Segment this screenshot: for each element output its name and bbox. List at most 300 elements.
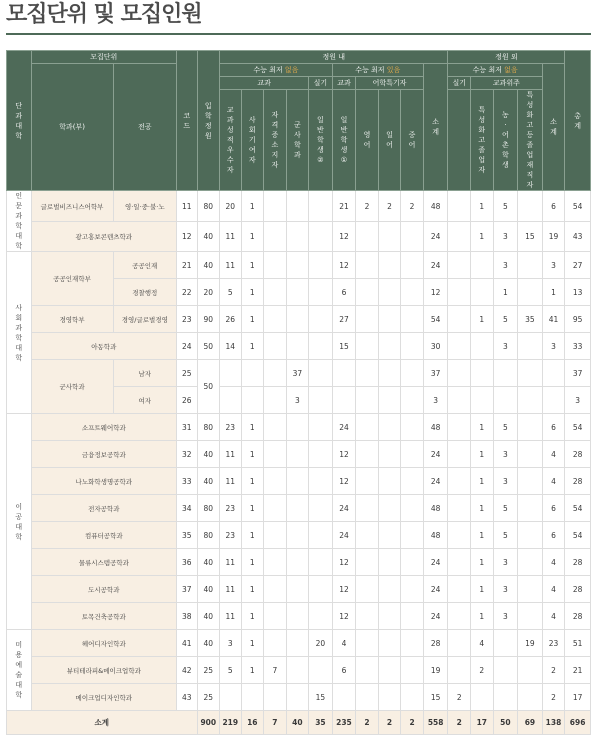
value-cell: 1 [241, 279, 264, 306]
value-cell [264, 603, 287, 630]
admission-cell: 40 [197, 441, 220, 468]
value-cell [220, 387, 242, 414]
value-cell [309, 549, 333, 576]
value-cell [448, 222, 471, 252]
value-cell: 24 [423, 549, 448, 576]
value-cell: 2 [401, 191, 424, 222]
value-cell [401, 684, 424, 711]
value-cell [309, 222, 333, 252]
value-cell: 12 [332, 441, 356, 468]
value-cell [309, 468, 333, 495]
value-cell [356, 468, 379, 495]
header-c-excellent: 교과성적우수자 [220, 90, 242, 191]
college-cell [7, 252, 32, 414]
college-cell [7, 414, 32, 630]
page-title: 모집단위 및 모집인원 [6, 2, 202, 27]
value-cell: 4 [332, 630, 356, 657]
admission-cell: 80 [197, 191, 220, 222]
title-underline [6, 33, 591, 35]
value-cell: 4 [542, 468, 565, 495]
value-cell: 5 [220, 279, 242, 306]
header-min-yes: 수능 최저 있음 [332, 64, 423, 77]
value-cell [448, 522, 471, 549]
value-cell [286, 684, 309, 711]
header-subject: 교과 [220, 77, 309, 90]
admission-cell: 40 [197, 549, 220, 576]
value-cell [448, 333, 471, 360]
table-row [7, 630, 591, 657]
admission-cell: 50 [197, 333, 220, 360]
value-cell [378, 333, 401, 360]
admission-cell: 80 [197, 495, 220, 522]
code-cell: 25 [177, 360, 197, 387]
dept-cell: 헤어디자인학과 [31, 630, 176, 657]
table-row [7, 360, 591, 387]
value-cell [309, 252, 333, 279]
value-cell: 20 [220, 191, 242, 222]
header-min-none-out: 수능 최저 없음 [448, 64, 542, 77]
totals-value: 696 [565, 711, 591, 735]
table-row [7, 684, 591, 711]
value-cell: 1 [241, 222, 264, 252]
value-cell: 24 [423, 603, 448, 630]
value-cell: 1 [241, 522, 264, 549]
value-cell [356, 360, 379, 387]
value-cell [518, 191, 543, 222]
table-row [7, 576, 591, 603]
code-cell: 26 [177, 387, 197, 414]
value-cell [286, 333, 309, 360]
value-cell: 12 [332, 576, 356, 603]
code-cell: 24 [177, 333, 197, 360]
value-cell [378, 495, 401, 522]
header-c-military: 군사학과 [286, 90, 309, 191]
value-cell [378, 441, 401, 468]
value-cell [542, 360, 565, 387]
major-cell: 경찰행정 [113, 279, 177, 306]
code-cell: 23 [177, 306, 197, 333]
header-p-general2: 일반학생② [309, 90, 333, 191]
value-cell [309, 441, 333, 468]
value-cell [471, 387, 494, 414]
admission-cell: 20 [197, 279, 220, 306]
table-row [7, 549, 591, 576]
value-cell [401, 279, 424, 306]
value-cell: 6 [332, 657, 356, 684]
value-cell: 12 [332, 603, 356, 630]
major-cell: 공공인재 [113, 252, 177, 279]
value-cell: 37 [423, 360, 448, 387]
code-cell: 41 [177, 630, 197, 657]
value-cell: 7 [264, 657, 287, 684]
value-cell: 28 [565, 576, 591, 603]
college-label: 이공대학 [15, 502, 23, 541]
value-cell: 1 [471, 468, 494, 495]
value-cell: 1 [241, 468, 264, 495]
admission-cell: 80 [197, 522, 220, 549]
college-label: 미용예술대학 [15, 641, 23, 699]
value-cell: 11 [220, 252, 242, 279]
value-cell: 3 [493, 468, 518, 495]
value-cell [378, 630, 401, 657]
dept-cell: 금융정보공학과 [31, 441, 176, 468]
header-o-special: 특성화고졸업자 [471, 90, 494, 191]
admission-cell: 50 [197, 360, 220, 414]
value-cell [518, 522, 543, 549]
value-cell [378, 387, 401, 414]
value-cell [493, 387, 518, 414]
value-cell [401, 414, 424, 441]
value-cell [401, 549, 424, 576]
value-cell: 24 [332, 495, 356, 522]
value-cell [378, 684, 401, 711]
value-cell [378, 252, 401, 279]
value-cell: 23 [542, 630, 565, 657]
header-s-general1: 일반학생① [332, 90, 356, 191]
admission-cell: 25 [197, 657, 220, 684]
code-cell: 34 [177, 495, 197, 522]
value-cell [518, 576, 543, 603]
value-cell [356, 387, 379, 414]
code-cell: 31 [177, 414, 197, 441]
value-cell: 4 [542, 576, 565, 603]
dept-cell: 소프트웨어학과 [31, 414, 176, 441]
value-cell [448, 306, 471, 333]
value-cell [286, 630, 309, 657]
value-cell: 2 [378, 191, 401, 222]
value-cell: 14 [220, 333, 242, 360]
header-subject-out: 교과위주 [471, 77, 543, 90]
value-cell: 20 [309, 630, 333, 657]
dept-cell: 뷰티테라피&메이크업학과 [31, 657, 176, 684]
value-cell [264, 279, 287, 306]
code-cell: 38 [177, 603, 197, 630]
table-row [7, 333, 591, 360]
major-cell: 영·일·중·불·노 [113, 191, 177, 222]
header-min-none: 수능 최저 없음 [220, 64, 333, 77]
totals-value: 558 [423, 711, 448, 735]
value-cell: 28 [565, 603, 591, 630]
totals-value: 2 [448, 711, 471, 735]
value-cell [493, 360, 518, 387]
table-row [7, 468, 591, 495]
value-cell: 37 [286, 360, 309, 387]
value-cell: 1 [471, 414, 494, 441]
value-cell [378, 603, 401, 630]
value-cell [286, 252, 309, 279]
table-body [7, 191, 591, 735]
value-cell: 27 [565, 252, 591, 279]
value-cell: 1 [471, 576, 494, 603]
value-cell: 30 [423, 333, 448, 360]
value-cell [356, 603, 379, 630]
value-cell [286, 191, 309, 222]
value-cell [264, 576, 287, 603]
major-cell: 여자 [113, 387, 177, 414]
value-cell: 11 [220, 468, 242, 495]
value-cell [378, 549, 401, 576]
value-cell [401, 576, 424, 603]
value-cell: 15 [309, 684, 333, 711]
code-cell: 43 [177, 684, 197, 711]
value-cell: 4 [542, 603, 565, 630]
value-cell: 54 [423, 306, 448, 333]
table-row [7, 495, 591, 522]
value-cell [401, 495, 424, 522]
value-cell: 1 [471, 222, 494, 252]
value-cell: 1 [241, 306, 264, 333]
value-cell: 41 [542, 306, 565, 333]
value-cell: 1 [471, 441, 494, 468]
code-cell: 21 [177, 252, 197, 279]
value-cell [309, 576, 333, 603]
value-cell [518, 495, 543, 522]
header-l-ja: 일어 [378, 90, 401, 191]
value-cell: 1 [471, 191, 494, 222]
totals-value: 40 [286, 711, 309, 735]
value-cell [448, 191, 471, 222]
totals-value: 2 [378, 711, 401, 735]
code-cell: 35 [177, 522, 197, 549]
value-cell: 12 [332, 222, 356, 252]
value-cell: 48 [423, 414, 448, 441]
header-practical: 실기 [309, 77, 333, 90]
header-within: 정원 내 [220, 51, 448, 64]
value-cell [309, 495, 333, 522]
table-row [7, 603, 591, 630]
value-cell [356, 549, 379, 576]
header-c-cert: 자격증소지자 [264, 90, 287, 191]
value-cell [448, 441, 471, 468]
admission-cell: 40 [197, 630, 220, 657]
value-cell: 3 [542, 333, 565, 360]
value-cell [448, 252, 471, 279]
totals-value: 69 [518, 711, 543, 735]
value-cell: 3 [286, 387, 309, 414]
value-cell: 4 [542, 549, 565, 576]
value-cell [448, 603, 471, 630]
value-cell: 24 [423, 222, 448, 252]
value-cell: 43 [565, 222, 591, 252]
value-cell [286, 441, 309, 468]
value-cell: 1 [241, 549, 264, 576]
value-cell: 33 [565, 333, 591, 360]
value-cell: 19 [423, 657, 448, 684]
value-cell [378, 468, 401, 495]
value-cell [241, 387, 264, 414]
value-cell [286, 279, 309, 306]
value-cell [542, 387, 565, 414]
value-cell: 15 [332, 333, 356, 360]
value-cell: 1 [493, 279, 518, 306]
value-cell: 11 [220, 576, 242, 603]
value-cell [332, 387, 356, 414]
value-cell [309, 387, 333, 414]
value-cell [378, 576, 401, 603]
table-row [7, 414, 591, 441]
college-label: 사회과학대학 [15, 303, 23, 362]
value-cell [286, 414, 309, 441]
value-cell: 1 [241, 414, 264, 441]
header-c-social: 사회기여자 [241, 90, 264, 191]
value-cell [286, 603, 309, 630]
value-cell [378, 222, 401, 252]
value-cell [401, 333, 424, 360]
value-cell [309, 306, 333, 333]
value-cell [332, 684, 356, 711]
totals-value: 2 [356, 711, 379, 735]
header-major: 전공 [113, 64, 177, 191]
value-cell: 95 [565, 306, 591, 333]
value-cell: 5 [493, 495, 518, 522]
value-cell: 2 [471, 657, 494, 684]
value-cell: 6 [542, 522, 565, 549]
value-cell [356, 657, 379, 684]
value-cell [356, 333, 379, 360]
value-cell [401, 522, 424, 549]
dept-cell: 도시공학과 [31, 576, 176, 603]
header-lang: 어학특기자 [356, 77, 424, 90]
admission-cell: 40 [197, 468, 220, 495]
admission-cell: 90 [197, 306, 220, 333]
value-cell: 37 [565, 360, 591, 387]
value-cell [286, 468, 309, 495]
value-cell [356, 630, 379, 657]
dept-cell: 아동학과 [31, 333, 176, 360]
value-cell: 3 [493, 576, 518, 603]
value-cell: 24 [423, 441, 448, 468]
value-cell: 12 [332, 549, 356, 576]
value-cell: 3 [493, 333, 518, 360]
value-cell [332, 360, 356, 387]
value-cell [518, 468, 543, 495]
totals-admission: 900 [197, 711, 220, 735]
value-cell [401, 252, 424, 279]
header-practical-out: 실기 [448, 77, 471, 90]
value-cell [309, 522, 333, 549]
value-cell: 54 [565, 495, 591, 522]
value-cell [264, 630, 287, 657]
value-cell: 1 [241, 576, 264, 603]
major-cell: 남자 [113, 360, 177, 387]
value-cell: 24 [423, 252, 448, 279]
value-cell: 17 [565, 684, 591, 711]
value-cell: 12 [332, 468, 356, 495]
value-cell [518, 441, 543, 468]
value-cell [401, 306, 424, 333]
value-cell: 13 [565, 279, 591, 306]
value-cell [264, 252, 287, 279]
value-cell: 23 [220, 495, 242, 522]
value-cell: 12 [332, 252, 356, 279]
value-cell: 51 [565, 630, 591, 657]
value-cell [401, 657, 424, 684]
dept-cell: 글로벌비즈니스어학부 [31, 191, 113, 222]
value-cell [401, 387, 424, 414]
header-unit: 모집단위 [31, 51, 176, 64]
value-cell [378, 522, 401, 549]
value-cell [264, 522, 287, 549]
table-row [7, 522, 591, 549]
value-cell: 23 [220, 522, 242, 549]
value-cell: 35 [518, 306, 543, 333]
value-cell [356, 306, 379, 333]
header-l-en: 영어 [356, 90, 379, 191]
value-cell [264, 549, 287, 576]
value-cell: 21 [332, 191, 356, 222]
value-cell [401, 603, 424, 630]
value-cell [356, 576, 379, 603]
value-cell [518, 657, 543, 684]
value-cell: 54 [565, 414, 591, 441]
dept-cell: 광고홍보콘텐츠학과 [31, 222, 176, 252]
value-cell: 28 [565, 468, 591, 495]
header-o-farm: 농·어촌학생 [493, 90, 518, 191]
value-cell: 12 [423, 279, 448, 306]
table-row [7, 306, 591, 333]
dept-cell: 나노화학생명공학과 [31, 468, 176, 495]
value-cell [264, 414, 287, 441]
admission-cell: 40 [197, 603, 220, 630]
value-cell: 1 [471, 306, 494, 333]
header-dept: 학과(부) [31, 64, 113, 191]
value-cell [286, 222, 309, 252]
header-outside: 정원 외 [448, 51, 565, 64]
admission-cell: 40 [197, 576, 220, 603]
value-cell [309, 360, 333, 387]
admission-cell: 25 [197, 684, 220, 711]
value-cell [448, 495, 471, 522]
table-row [7, 191, 591, 222]
value-cell: 2 [448, 684, 471, 711]
value-cell: 1 [241, 191, 264, 222]
code-cell: 36 [177, 549, 197, 576]
value-cell: 3 [423, 387, 448, 414]
header-o-practical [448, 90, 471, 191]
header-subtotal-in: 소계 [423, 64, 448, 191]
value-cell [401, 441, 424, 468]
dept-cell: 토목건축공학과 [31, 603, 176, 630]
totals-value: 219 [220, 711, 242, 735]
table-row [7, 441, 591, 468]
value-cell [286, 549, 309, 576]
value-cell: 3 [493, 441, 518, 468]
value-cell [356, 495, 379, 522]
value-cell: 24 [332, 522, 356, 549]
totals-value: 16 [241, 711, 264, 735]
value-cell [356, 414, 379, 441]
totals-label: 소계 [7, 711, 198, 735]
value-cell [356, 684, 379, 711]
value-cell: 24 [423, 576, 448, 603]
value-cell [241, 360, 264, 387]
value-cell: 28 [565, 549, 591, 576]
value-cell [378, 414, 401, 441]
value-cell [448, 468, 471, 495]
value-cell: 1 [542, 279, 565, 306]
value-cell: 3 [493, 549, 518, 576]
value-cell [286, 522, 309, 549]
value-cell [220, 360, 242, 387]
value-cell [286, 495, 309, 522]
header-college: 단과대학 [7, 51, 32, 191]
value-cell: 4 [471, 630, 494, 657]
value-cell [264, 360, 287, 387]
totals-value: 50 [493, 711, 518, 735]
value-cell [241, 684, 264, 711]
value-cell: 6 [542, 191, 565, 222]
value-cell [518, 279, 543, 306]
